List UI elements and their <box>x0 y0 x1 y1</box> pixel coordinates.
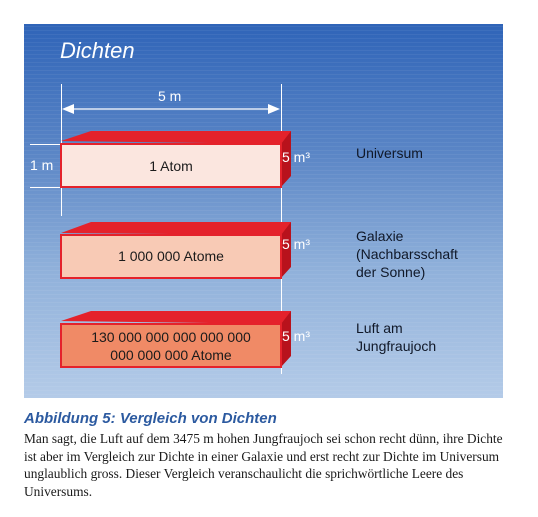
diagram-title: Dichten <box>60 38 135 63</box>
side-label-galaxie: Galaxie (Nachbarsschaft der Sonne) <box>356 228 458 280</box>
volume-label-2: 5 m³ <box>282 236 310 252</box>
height-label: 1 m <box>30 157 54 173</box>
density-diagram <box>24 24 503 398</box>
box-text-galaxie: 1 000 000 Atome <box>118 248 224 264</box>
volume-label-3: 5 m³ <box>282 328 310 344</box>
box-text-jungfraujoch: 130 000 000 000 000 000 000 000 000 Atome <box>91 329 251 363</box>
box-text-universum: 1 Atom <box>149 158 193 174</box>
side-label-jungfraujoch: Luft am Jungfraujoch <box>356 320 437 354</box>
caption-body: Man sagt, die Luft auf dem 3475 m hohen Jungfraujoch sei schon recht dünn, ihre Dichte ist aber im Vergleich zur Dichte in einer Galaxie und erst recht zur Dichte im Universum unglaublich gross. Dieser Vergleich veranschaulicht die sprichwörtliche Leere des Universums. <box>24 431 503 499</box>
caption-title: Abbildung 5: Vergleich von Dichten <box>24 410 277 427</box>
width-label: 5 m <box>158 88 182 104</box>
volume-label-1: 5 m³ <box>282 149 310 165</box>
side-label-universum: Universum <box>356 145 423 161</box>
